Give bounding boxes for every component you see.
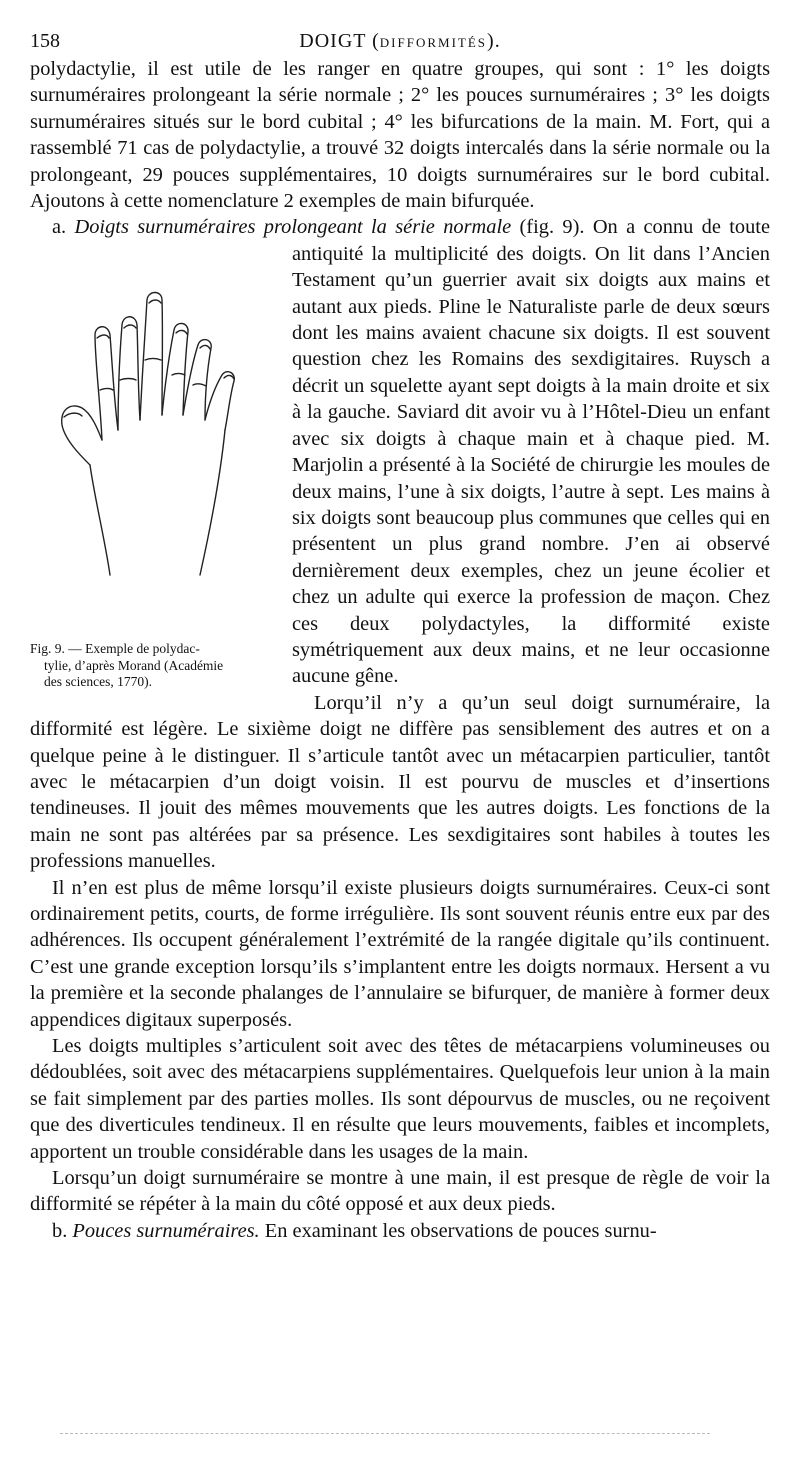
paragraph-section-b (30, 1218, 770, 1244)
figure-caption-line-1: Fig. 9. — Exemple de polydac- (30, 641, 200, 657)
paragraph-articulation: Les doigts multiples s’articulent soit avec des têtes de métacarpiens volumineuses ou dédoublées, soit avec des métacarpiens supplémentaires. Quelquefois leur union à la main se fait simplement par des parties molles. Ils sont dépourvus de muscles, ou ne reçoivent que des diverticules tendineux. Il en résulte que leurs mouvements, faibles et incomplets, apportent un trouble considérable dans les usages de la main. (30, 1035, 770, 1163)
hand-illustration-icon (50, 290, 250, 580)
running-title (30, 30, 770, 53)
section-b-heading: Pouces surnuméraires. (72, 1219, 260, 1242)
figure-caption-line-2: tylie, d’après Morand (Académie (44, 657, 224, 673)
paragraph-single-extra-finger: Lorqu’il n’y a qu’un seul doigt surnuméraire, la difformité est légère. Le sixième doigt ne diffère pas sensiblement des autres et on a quelque peine à le distinguer. Il s’articule tantôt avec un métacarpien particulier, tantôt avec le métacarpien d’un doigt voisin. Il est pourvu de muscles et d’insertions tendineuses. Il jouit des mêmes mouvements que les autres doigts. Les fonctions de la main ne sont pas altérées par sa présence. Les sexdigitaires sont habiles à toutes les professions manuelles. (30, 691, 770, 873)
section-a-heading: Doigts surnuméraires prolongeant la série normale (74, 216, 512, 239)
running-title-main: DOIGT ( (299, 30, 380, 52)
paragraph-multiple-extra-fingers: Il n’en est plus de même lorsqu’il existe plusieurs doigts surnuméraires. Ceux-ci sont ordinairement petits, courts, de forme irrégulière. Ils sont souvent réunis entre eux par des adhérences. Ils occupent généralement l’extrémité de la rangée digitale qu’ils continuent. C’est une grande exception lorsqu’ils s’implantent entre les doigts normaux. Hersent a vu la première et la seconde phalanges de l’annulaire se bifurquer, de manière à former deux appendices digitaux superposés. (30, 876, 770, 1031)
paragraph-classification: polydactylie, il est utile de les ranger en quatre groupes, qui sont : 1° les doigts surnuméraires prolongeant la série normale ; 2° les pouces surnuméraires ; 3° les doigts surnuméraires situés sur le bord cubital ; 4° les bifurcations de la main. M. Fort, qui a rassemblé 71 cas de polydactylie, a trouvé 32 doigts intercalés dans la série normale ou la prolongeant, 29 pouces supplémentaires, 10 doigts surnuméraires sur le bord cubital. Ajoutons à cette nomenclature 2 exemples de main bifurquée. (30, 58, 770, 213)
running-title-close: ). (487, 30, 501, 52)
section-a-text-start: (fig. 9). On a (511, 216, 644, 239)
figure-caption-line-3: des sciences, 1770). (44, 674, 152, 690)
running-title-subject: DIFFORMITÉS (379, 35, 488, 50)
figure-9 (30, 290, 280, 690)
section-b-label: b. (52, 1219, 73, 1242)
section-b-text: En examinant les observations de pouces surnu- (259, 1219, 657, 1242)
section-a-label: a. (52, 216, 75, 239)
page-number: 158 (30, 30, 60, 52)
section-a-text-wrapped: connu de toute antiquité la multiplicité des doigts. On lit dans l’Ancien Testament qu’un guerrier avait six doigts aux mains et autant aux pieds. Pline le Naturaliste parle de deux sœurs dont les mains avaient chacune six doigts. Il est souvent question chez les Romains des sexdigitaires. Ruysch a décrit un squelette ayant sept doigts à la main droite et six à la gauche. Saviard dit avoir vu à l’Hôtel-Dieu un enfant avec six doigts à chaque main et à chaque pied. M. Marjolin a présenté à la Société de chirurgie les moules de deux mains, l’une à six doigts, l’autre à sept. Les mains à six doigts sont beaucoup plus communes que celles qui en présentent un plus grand nombre. J’en ai observé dernièrement deux exemples, chez un jeune écolier et chez un adulte qui exerce la profession de maçon. Chez ces deux polydactyles, la difformité existe symétriquement aux deux mains, et ne leur occasionne aucune gêne. (292, 216, 770, 688)
page-bottom-artifact (60, 1433, 710, 1436)
paragraph-symmetry: Lorsqu’un doigt surnuméraire se montre à une main, il est presque de règle de voir la difformité se répéter à la main du côté opposé et aux deux pieds. (30, 1167, 770, 1216)
